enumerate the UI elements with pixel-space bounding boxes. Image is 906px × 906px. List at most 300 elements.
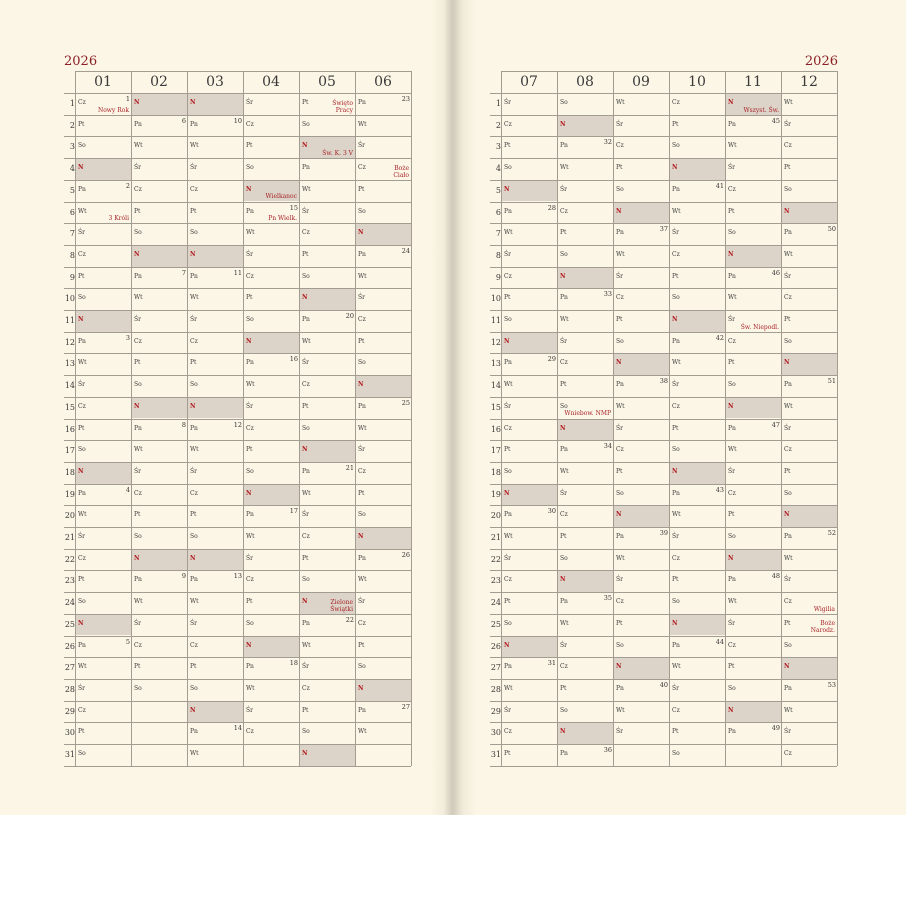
- day-cell[interactable]: [502, 398, 557, 419]
- day-cell[interactable]: [76, 376, 131, 397]
- day-cell[interactable]: [356, 333, 411, 354]
- day-cell[interactable]: [726, 268, 781, 289]
- day-cell[interactable]: [132, 528, 187, 549]
- day-cell[interactable]: [188, 485, 243, 506]
- day-cell[interactable]: [132, 137, 187, 158]
- day-cell[interactable]: [558, 268, 613, 289]
- day-cell[interactable]: [558, 593, 613, 614]
- day-cell[interactable]: [356, 246, 411, 267]
- day-cell[interactable]: [614, 116, 669, 137]
- day-cell[interactable]: [76, 268, 131, 289]
- day-cell[interactable]: [502, 593, 557, 614]
- day-cell[interactable]: [782, 680, 837, 701]
- day-cell[interactable]: [356, 398, 411, 419]
- day-cell[interactable]: [670, 137, 725, 158]
- day-cell[interactable]: [132, 398, 187, 419]
- day-cell[interactable]: [132, 571, 187, 592]
- day-cell[interactable]: [132, 463, 187, 484]
- day-cell[interactable]: [300, 289, 355, 310]
- day-cell[interactable]: [502, 159, 557, 180]
- day-cell[interactable]: [782, 268, 837, 289]
- day-cell[interactable]: [614, 593, 669, 614]
- day-cell[interactable]: [614, 246, 669, 267]
- day-cell[interactable]: [502, 506, 557, 527]
- day-cell[interactable]: [726, 354, 781, 375]
- day-cell[interactable]: [300, 680, 355, 701]
- day-cell[interactable]: [502, 203, 557, 224]
- day-cell[interactable]: [132, 311, 187, 332]
- day-cell[interactable]: [614, 181, 669, 202]
- day-cell[interactable]: [188, 159, 243, 180]
- day-cell[interactable]: [558, 311, 613, 332]
- day-cell[interactable]: [726, 485, 781, 506]
- day-cell[interactable]: [76, 571, 131, 592]
- day-cell[interactable]: [614, 268, 669, 289]
- day-cell[interactable]: [558, 723, 613, 744]
- day-cell[interactable]: [614, 159, 669, 180]
- day-cell[interactable]: [726, 420, 781, 441]
- day-cell[interactable]: [356, 203, 411, 224]
- day-cell[interactable]: [726, 94, 781, 115]
- day-cell[interactable]: [726, 680, 781, 701]
- day-cell[interactable]: [244, 354, 299, 375]
- day-cell[interactable]: [300, 550, 355, 571]
- day-cell[interactable]: [300, 593, 355, 614]
- day-cell[interactable]: [188, 398, 243, 419]
- day-cell[interactable]: [670, 398, 725, 419]
- day-cell[interactable]: [356, 376, 411, 397]
- day-cell[interactable]: [76, 528, 131, 549]
- day-cell[interactable]: [76, 506, 131, 527]
- day-cell[interactable]: [76, 441, 131, 462]
- day-cell[interactable]: [726, 463, 781, 484]
- day-cell[interactable]: [502, 658, 557, 679]
- day-cell[interactable]: [614, 420, 669, 441]
- day-cell[interactable]: [726, 181, 781, 202]
- day-cell[interactable]: [670, 745, 725, 766]
- day-cell[interactable]: [244, 268, 299, 289]
- day-cell[interactable]: [76, 702, 131, 723]
- day-cell[interactable]: [300, 463, 355, 484]
- day-cell[interactable]: [726, 637, 781, 658]
- day-cell[interactable]: [614, 94, 669, 115]
- day-cell[interactable]: [726, 593, 781, 614]
- day-cell[interactable]: [614, 680, 669, 701]
- day-cell[interactable]: [782, 159, 837, 180]
- day-cell[interactable]: [188, 246, 243, 267]
- day-cell[interactable]: [244, 506, 299, 527]
- day-cell[interactable]: [244, 528, 299, 549]
- day-cell[interactable]: [726, 723, 781, 744]
- day-cell[interactable]: [300, 159, 355, 180]
- day-cell[interactable]: [132, 268, 187, 289]
- day-cell[interactable]: [356, 441, 411, 462]
- day-cell[interactable]: [76, 94, 131, 115]
- day-cell[interactable]: [76, 680, 131, 701]
- day-cell[interactable]: [132, 159, 187, 180]
- day-cell[interactable]: [300, 246, 355, 267]
- day-cell[interactable]: [558, 745, 613, 766]
- day-cell[interactable]: [300, 268, 355, 289]
- day-cell[interactable]: [188, 94, 243, 115]
- day-cell[interactable]: [558, 159, 613, 180]
- day-cell[interactable]: [188, 268, 243, 289]
- day-cell[interactable]: [670, 224, 725, 245]
- day-cell[interactable]: [782, 593, 837, 614]
- day-cell[interactable]: [244, 159, 299, 180]
- day-cell[interactable]: [132, 333, 187, 354]
- day-cell[interactable]: [76, 159, 131, 180]
- day-cell[interactable]: [726, 289, 781, 310]
- day-cell[interactable]: [76, 137, 131, 158]
- day-cell[interactable]: [670, 680, 725, 701]
- day-cell[interactable]: [188, 420, 243, 441]
- day-cell[interactable]: [76, 398, 131, 419]
- day-cell[interactable]: [76, 203, 131, 224]
- day-cell[interactable]: [782, 463, 837, 484]
- day-cell[interactable]: [670, 571, 725, 592]
- day-cell[interactable]: [670, 637, 725, 658]
- day-cell[interactable]: [782, 723, 837, 744]
- day-cell[interactable]: [188, 702, 243, 723]
- day-cell[interactable]: [300, 571, 355, 592]
- day-cell[interactable]: [670, 550, 725, 571]
- day-cell[interactable]: [244, 702, 299, 723]
- day-cell[interactable]: [558, 441, 613, 462]
- day-cell[interactable]: [614, 485, 669, 506]
- day-cell[interactable]: [356, 550, 411, 571]
- day-cell[interactable]: [558, 658, 613, 679]
- day-cell[interactable]: [132, 637, 187, 658]
- day-cell[interactable]: [356, 528, 411, 549]
- day-cell[interactable]: [300, 94, 355, 115]
- day-cell[interactable]: [558, 680, 613, 701]
- day-cell[interactable]: [244, 680, 299, 701]
- day-cell[interactable]: [188, 137, 243, 158]
- day-cell[interactable]: [726, 311, 781, 332]
- day-cell[interactable]: [244, 311, 299, 332]
- day-cell[interactable]: [356, 137, 411, 158]
- day-cell[interactable]: [670, 506, 725, 527]
- day-cell[interactable]: [782, 116, 837, 137]
- day-cell[interactable]: [502, 333, 557, 354]
- day-cell[interactable]: [502, 615, 557, 636]
- day-cell[interactable]: [558, 354, 613, 375]
- day-cell[interactable]: [558, 506, 613, 527]
- day-cell[interactable]: [670, 723, 725, 744]
- day-cell[interactable]: [782, 137, 837, 158]
- day-cell[interactable]: [782, 441, 837, 462]
- day-cell[interactable]: [132, 354, 187, 375]
- day-cell[interactable]: [356, 289, 411, 310]
- day-cell[interactable]: [726, 398, 781, 419]
- day-cell[interactable]: [502, 463, 557, 484]
- day-cell[interactable]: [726, 246, 781, 267]
- day-cell[interactable]: [356, 94, 411, 115]
- day-cell[interactable]: [558, 203, 613, 224]
- day-cell[interactable]: [188, 181, 243, 202]
- day-cell[interactable]: [356, 463, 411, 484]
- day-cell[interactable]: [614, 550, 669, 571]
- day-cell[interactable]: [244, 637, 299, 658]
- day-cell[interactable]: [300, 658, 355, 679]
- day-cell[interactable]: [76, 485, 131, 506]
- day-cell[interactable]: [782, 702, 837, 723]
- day-cell[interactable]: [670, 593, 725, 614]
- day-cell[interactable]: [782, 745, 837, 766]
- day-cell[interactable]: [188, 745, 243, 766]
- day-cell[interactable]: [614, 289, 669, 310]
- day-cell[interactable]: [726, 506, 781, 527]
- day-cell[interactable]: [670, 702, 725, 723]
- day-cell[interactable]: [132, 485, 187, 506]
- day-cell[interactable]: [356, 702, 411, 723]
- day-cell[interactable]: [782, 333, 837, 354]
- day-cell[interactable]: [726, 550, 781, 571]
- day-cell[interactable]: [614, 398, 669, 419]
- day-cell[interactable]: [614, 224, 669, 245]
- day-cell[interactable]: [614, 702, 669, 723]
- day-cell[interactable]: [188, 463, 243, 484]
- day-cell[interactable]: [188, 376, 243, 397]
- day-cell[interactable]: [76, 354, 131, 375]
- day-cell[interactable]: [76, 615, 131, 636]
- day-cell[interactable]: [782, 506, 837, 527]
- day-cell[interactable]: [76, 637, 131, 658]
- day-cell[interactable]: [726, 702, 781, 723]
- day-cell[interactable]: [782, 571, 837, 592]
- day-cell[interactable]: [726, 658, 781, 679]
- day-cell[interactable]: [300, 376, 355, 397]
- day-cell[interactable]: [502, 550, 557, 571]
- day-cell[interactable]: [502, 268, 557, 289]
- day-cell[interactable]: [356, 723, 411, 744]
- day-cell[interactable]: [502, 376, 557, 397]
- day-cell[interactable]: [614, 506, 669, 527]
- day-cell[interactable]: [670, 376, 725, 397]
- day-cell[interactable]: [558, 246, 613, 267]
- day-cell[interactable]: [244, 289, 299, 310]
- day-cell[interactable]: [300, 137, 355, 158]
- day-cell[interactable]: [244, 723, 299, 744]
- day-cell[interactable]: [132, 246, 187, 267]
- day-cell[interactable]: [502, 485, 557, 506]
- day-cell[interactable]: [132, 441, 187, 462]
- day-cell[interactable]: [782, 224, 837, 245]
- day-cell[interactable]: [300, 398, 355, 419]
- day-cell[interactable]: [244, 441, 299, 462]
- day-cell[interactable]: [726, 571, 781, 592]
- day-cell[interactable]: [502, 723, 557, 744]
- day-cell[interactable]: [188, 550, 243, 571]
- day-cell[interactable]: [76, 311, 131, 332]
- day-cell[interactable]: [244, 398, 299, 419]
- day-cell[interactable]: [244, 376, 299, 397]
- day-cell[interactable]: [244, 116, 299, 137]
- day-cell[interactable]: [670, 94, 725, 115]
- day-cell[interactable]: [558, 702, 613, 723]
- day-cell[interactable]: [558, 376, 613, 397]
- day-cell[interactable]: [558, 637, 613, 658]
- day-cell[interactable]: [132, 680, 187, 701]
- day-cell[interactable]: [188, 615, 243, 636]
- day-cell[interactable]: [558, 224, 613, 245]
- day-cell[interactable]: [670, 441, 725, 462]
- day-cell[interactable]: [614, 615, 669, 636]
- day-cell[interactable]: [188, 658, 243, 679]
- day-cell[interactable]: [782, 485, 837, 506]
- day-cell[interactable]: [300, 311, 355, 332]
- day-cell[interactable]: [670, 311, 725, 332]
- day-cell[interactable]: [558, 116, 613, 137]
- day-cell[interactable]: [614, 637, 669, 658]
- day-cell[interactable]: [300, 203, 355, 224]
- day-cell[interactable]: [614, 463, 669, 484]
- day-cell[interactable]: [726, 224, 781, 245]
- day-cell[interactable]: [188, 354, 243, 375]
- day-cell[interactable]: [502, 224, 557, 245]
- day-cell[interactable]: [670, 354, 725, 375]
- day-cell[interactable]: [726, 441, 781, 462]
- day-cell[interactable]: [558, 463, 613, 484]
- day-cell[interactable]: [132, 658, 187, 679]
- day-cell[interactable]: [76, 246, 131, 267]
- day-cell[interactable]: [502, 137, 557, 158]
- day-cell[interactable]: [782, 528, 837, 549]
- day-cell[interactable]: [614, 723, 669, 744]
- day-cell[interactable]: [300, 420, 355, 441]
- day-cell[interactable]: [244, 463, 299, 484]
- day-cell[interactable]: [188, 506, 243, 527]
- day-cell[interactable]: [356, 637, 411, 658]
- day-cell[interactable]: [502, 680, 557, 701]
- day-cell[interactable]: [782, 376, 837, 397]
- day-cell[interactable]: [670, 289, 725, 310]
- day-cell[interactable]: [782, 615, 837, 636]
- day-cell[interactable]: [502, 441, 557, 462]
- day-cell[interactable]: [76, 181, 131, 202]
- day-cell[interactable]: [782, 246, 837, 267]
- day-cell[interactable]: [782, 550, 837, 571]
- day-cell[interactable]: [782, 420, 837, 441]
- day-cell[interactable]: [300, 528, 355, 549]
- day-cell[interactable]: [76, 463, 131, 484]
- day-cell[interactable]: [244, 333, 299, 354]
- day-cell[interactable]: [300, 615, 355, 636]
- day-cell[interactable]: [782, 354, 837, 375]
- day-cell[interactable]: [188, 333, 243, 354]
- day-cell[interactable]: [502, 289, 557, 310]
- day-cell[interactable]: [300, 116, 355, 137]
- day-cell[interactable]: [558, 550, 613, 571]
- day-cell[interactable]: [670, 203, 725, 224]
- day-cell[interactable]: [614, 137, 669, 158]
- day-cell[interactable]: [614, 658, 669, 679]
- day-cell[interactable]: [356, 311, 411, 332]
- day-cell[interactable]: [614, 203, 669, 224]
- day-cell[interactable]: [558, 398, 613, 419]
- day-cell[interactable]: [244, 571, 299, 592]
- day-cell[interactable]: [356, 420, 411, 441]
- day-cell[interactable]: [558, 137, 613, 158]
- day-cell[interactable]: [244, 181, 299, 202]
- day-cell[interactable]: [782, 637, 837, 658]
- day-cell[interactable]: [76, 658, 131, 679]
- day-cell[interactable]: [244, 593, 299, 614]
- day-cell[interactable]: [76, 224, 131, 245]
- day-cell[interactable]: [356, 354, 411, 375]
- day-cell[interactable]: [244, 615, 299, 636]
- day-cell[interactable]: [244, 246, 299, 267]
- day-cell[interactable]: [132, 224, 187, 245]
- day-cell[interactable]: [502, 420, 557, 441]
- day-cell[interactable]: [782, 94, 837, 115]
- day-cell[interactable]: [188, 571, 243, 592]
- day-cell[interactable]: [502, 528, 557, 549]
- day-cell[interactable]: [300, 354, 355, 375]
- day-cell[interactable]: [726, 615, 781, 636]
- day-cell[interactable]: [188, 441, 243, 462]
- day-cell[interactable]: [188, 311, 243, 332]
- day-cell[interactable]: [356, 506, 411, 527]
- day-cell[interactable]: [726, 203, 781, 224]
- day-cell[interactable]: [670, 463, 725, 484]
- day-cell[interactable]: [132, 116, 187, 137]
- day-cell[interactable]: [502, 354, 557, 375]
- day-cell[interactable]: [300, 637, 355, 658]
- day-cell[interactable]: [188, 528, 243, 549]
- day-cell[interactable]: [502, 311, 557, 332]
- day-cell[interactable]: [356, 485, 411, 506]
- day-cell[interactable]: [132, 376, 187, 397]
- day-cell[interactable]: [300, 745, 355, 766]
- day-cell[interactable]: [188, 116, 243, 137]
- day-cell[interactable]: [356, 268, 411, 289]
- day-cell[interactable]: [614, 441, 669, 462]
- day-cell[interactable]: [558, 528, 613, 549]
- day-cell[interactable]: [670, 420, 725, 441]
- day-cell[interactable]: [726, 376, 781, 397]
- day-cell[interactable]: [76, 745, 131, 766]
- day-cell[interactable]: [132, 94, 187, 115]
- day-cell[interactable]: [300, 333, 355, 354]
- day-cell[interactable]: [558, 333, 613, 354]
- day-cell[interactable]: [726, 528, 781, 549]
- day-cell[interactable]: [502, 637, 557, 658]
- day-cell[interactable]: [614, 354, 669, 375]
- day-cell[interactable]: [558, 571, 613, 592]
- day-cell[interactable]: [356, 658, 411, 679]
- day-cell[interactable]: [502, 745, 557, 766]
- day-cell[interactable]: [300, 224, 355, 245]
- day-cell[interactable]: [132, 593, 187, 614]
- day-cell[interactable]: [502, 702, 557, 723]
- day-cell[interactable]: [244, 137, 299, 158]
- day-cell[interactable]: [670, 658, 725, 679]
- day-cell[interactable]: [502, 246, 557, 267]
- day-cell[interactable]: [670, 615, 725, 636]
- day-cell[interactable]: [356, 116, 411, 137]
- day-cell[interactable]: [244, 550, 299, 571]
- day-cell[interactable]: [300, 506, 355, 527]
- day-cell[interactable]: [244, 224, 299, 245]
- day-cell[interactable]: [782, 289, 837, 310]
- day-cell[interactable]: [782, 311, 837, 332]
- day-cell[interactable]: [132, 550, 187, 571]
- day-cell[interactable]: [670, 159, 725, 180]
- day-cell[interactable]: [300, 485, 355, 506]
- day-cell[interactable]: [76, 593, 131, 614]
